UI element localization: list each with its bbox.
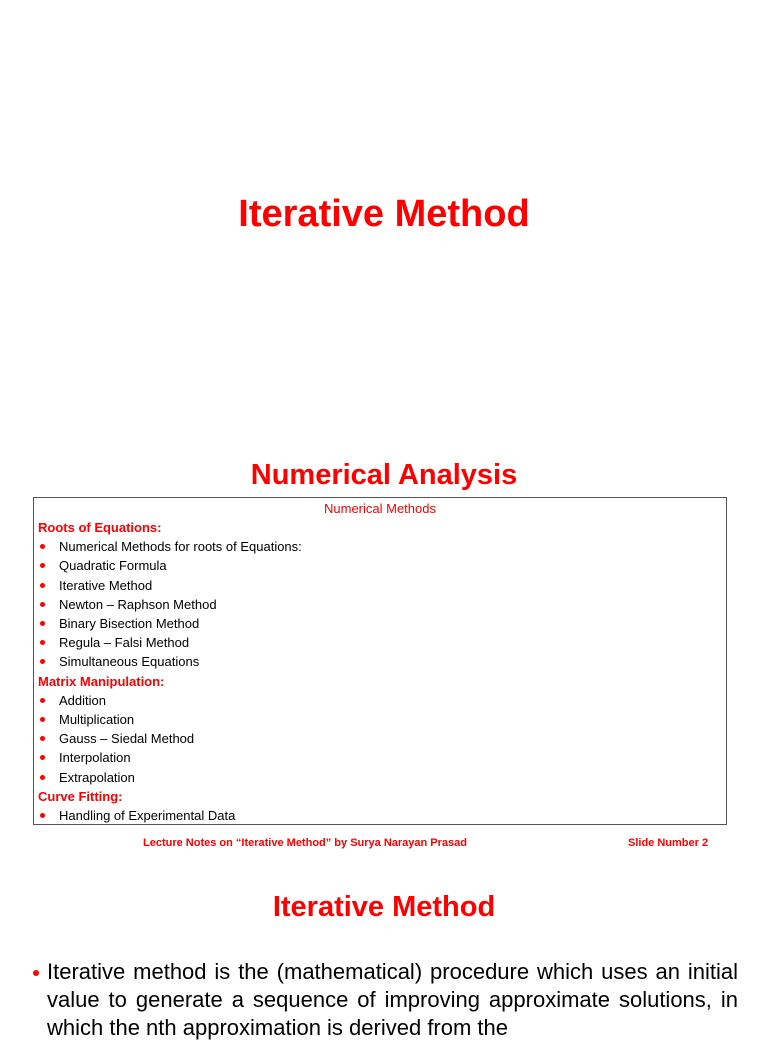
row-text: Multiplication xyxy=(59,712,135,728)
row-text: Iterative Method xyxy=(59,577,153,593)
list-item xyxy=(34,691,726,710)
row-text: Simultaneous Equations xyxy=(59,654,200,670)
footer-credit: Lecture Notes on “Iterative Method” by Surya Narayan Prasad xyxy=(143,837,467,849)
bullet-icon xyxy=(40,813,45,818)
methods-list xyxy=(34,518,726,825)
row-text: Gauss – Siedal Method xyxy=(59,731,195,747)
bullet-icon xyxy=(40,698,45,703)
slide-3-title: Iterative Method xyxy=(272,891,496,923)
list-item xyxy=(34,537,726,556)
row-text: Addition xyxy=(59,692,106,708)
bullet-icon xyxy=(40,659,45,664)
list-item xyxy=(34,806,726,825)
bullet-icon xyxy=(40,544,45,549)
bullet-icon xyxy=(40,717,45,722)
list-item xyxy=(34,633,726,652)
definition-paragraph xyxy=(30,958,738,1042)
slide-number: Slide Number 2 xyxy=(628,837,709,849)
row-text: Interpolation xyxy=(59,750,131,766)
methods-box xyxy=(33,497,727,825)
bullet-icon xyxy=(40,621,45,626)
list-item xyxy=(34,614,726,633)
row-text: Newton – Raphson Method xyxy=(59,596,217,612)
bullet-icon xyxy=(33,970,39,976)
list-item xyxy=(34,652,726,671)
bullet-icon xyxy=(40,563,45,568)
row-text: Roots of Equations: xyxy=(38,520,162,535)
list-item xyxy=(34,768,726,787)
list-item xyxy=(34,710,726,729)
list-item xyxy=(34,556,726,575)
list-item xyxy=(34,595,726,614)
row-text: Regula – Falsi Method xyxy=(59,635,190,651)
bullet-icon xyxy=(40,583,45,588)
bullet-icon xyxy=(40,775,45,780)
list-item xyxy=(34,729,726,748)
box-heading: Numerical Methods xyxy=(324,501,436,516)
paragraph-text: Iterative method is the (mathematical) procedure which uses an initial value to generate a sequence of improving approximate solutions, in which the nth approximation is derived from the xyxy=(47,959,738,1040)
section-heading xyxy=(34,518,726,537)
bullet-icon xyxy=(40,736,45,741)
bullet-icon xyxy=(40,755,45,760)
list-item xyxy=(34,576,726,595)
section-heading xyxy=(34,672,726,691)
row-text: Quadratic Formula xyxy=(59,558,167,574)
row-text: Handling of Experimental Data xyxy=(59,808,236,824)
slide-title: Iterative Method xyxy=(238,193,530,235)
row-text: Matrix Manipulation: xyxy=(38,673,165,689)
list-item xyxy=(34,748,726,767)
bullet-icon xyxy=(40,640,45,645)
row-text: Binary Bisection Method xyxy=(59,616,200,632)
row-text: Curve Fitting: xyxy=(38,788,123,804)
row-text: Extrapolation xyxy=(59,769,135,785)
bullet-icon xyxy=(40,602,45,607)
row-text: Numerical Methods for roots of Equations: xyxy=(59,539,302,555)
section-heading xyxy=(34,787,726,806)
section-title: Numerical Analysis xyxy=(250,459,518,491)
